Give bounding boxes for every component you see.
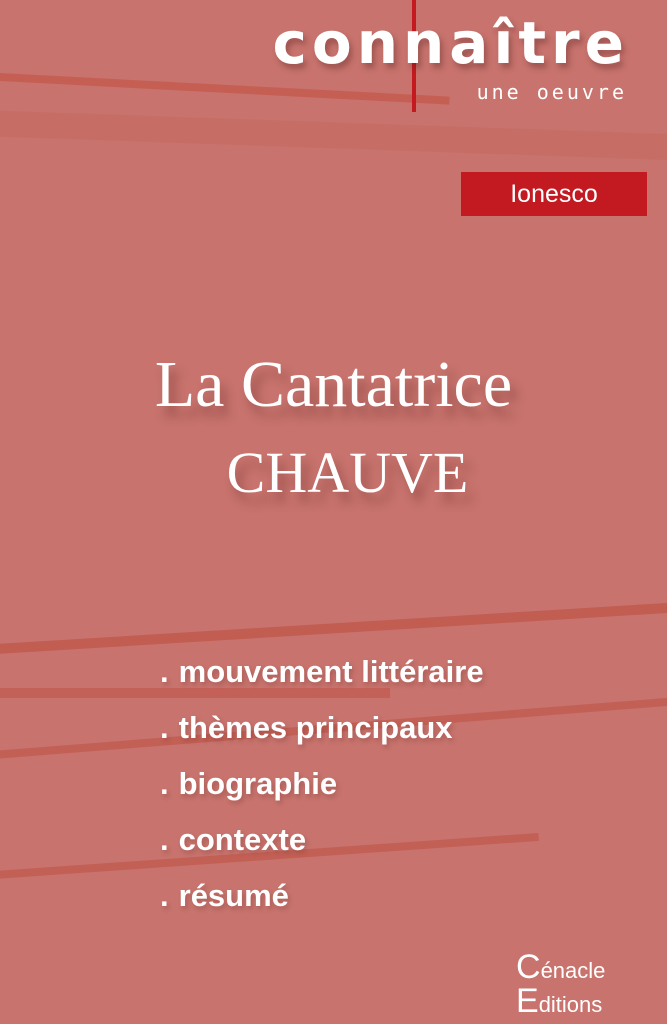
book-title-line-2: CHAUVE <box>226 440 469 505</box>
feature-label: résumé <box>178 878 289 913</box>
list-item <box>160 708 484 764</box>
publisher-logo <box>516 950 605 1018</box>
list-item <box>160 652 484 708</box>
book-title-line-1: La Cantatrice <box>154 348 513 421</box>
publisher-word-2: ditions <box>538 992 603 1017</box>
feature-list <box>160 652 484 932</box>
decorative-stripe <box>0 602 667 655</box>
list-item <box>160 820 484 876</box>
feature-label: mouvement littéraire <box>178 654 484 689</box>
list-item <box>160 764 484 820</box>
series-tagline: une oeuvre <box>476 80 627 104</box>
author-badge: Ionesco <box>461 172 647 216</box>
feature-label: biographie <box>178 766 338 801</box>
feature-label: contexte <box>178 822 307 857</box>
bullet: . <box>160 766 169 801</box>
publisher-word-1: énacle <box>540 958 606 983</box>
series-title: connaître <box>272 9 629 77</box>
bullet: . <box>160 822 169 857</box>
publisher-initial-c: C <box>516 948 541 986</box>
publisher-initial-e: E <box>516 982 539 1020</box>
list-item <box>160 876 484 932</box>
decorative-stripe <box>0 110 667 160</box>
feature-label: thèmes principaux <box>178 710 453 745</box>
bullet: . <box>160 654 169 689</box>
bullet: . <box>160 710 169 745</box>
bullet: . <box>160 878 169 913</box>
